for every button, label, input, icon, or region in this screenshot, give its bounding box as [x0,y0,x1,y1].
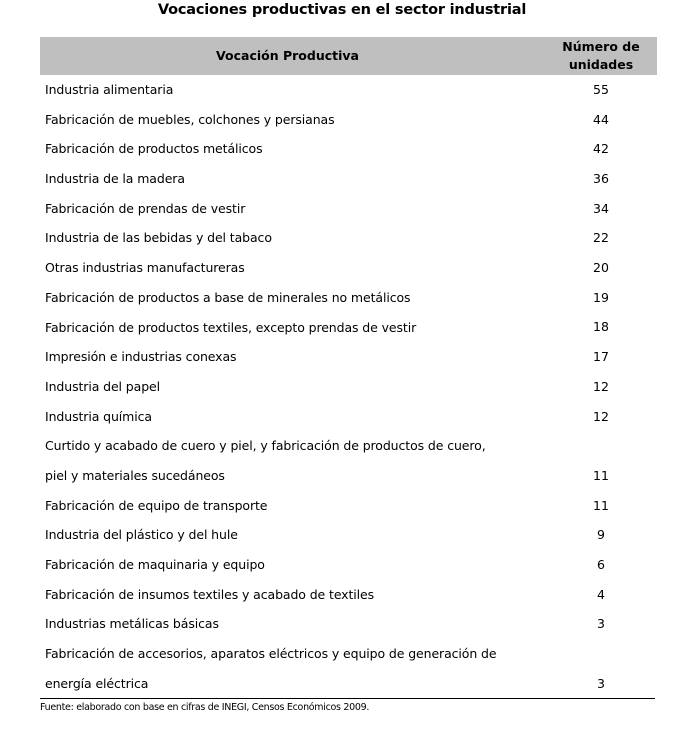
row-label: Industria de la madera [45,171,185,187]
row-value: 55 [593,81,609,97]
table-row [40,609,657,639]
header-vocacion: Vocación Productiva [216,48,359,63]
table-row [40,639,657,698]
table-row [40,520,657,550]
row-value: 3 [597,616,605,632]
row-label-line1: Fabricación de accesorios, aparatos eléctricos y equipo de generación de [45,646,497,662]
row-value: 34 [593,200,609,216]
row-label: Impresión e industrias conexas [45,349,237,365]
table-row [40,164,657,194]
row-label-line2: piel y materiales sucedáneos [45,467,225,483]
row-label-line2: energía eléctrica [45,675,149,691]
row-value: 44 [593,111,609,127]
row-label [45,639,535,698]
row-value: 20 [593,260,609,276]
row-label: Industrias metálicas básicas [45,616,219,632]
row-label: Otras industrias manufactureras [45,260,245,276]
row-value: 11 [593,497,609,513]
table-row [40,75,657,105]
table-row [40,402,657,432]
table-row [40,194,657,224]
row-value: 22 [593,230,609,246]
header-numero-line1: Número de [562,39,640,54]
row-value: 42 [593,141,609,157]
row-label: Fabricación de maquinaria y equipo [45,557,265,573]
table-row [40,253,657,283]
row-value: 4 [597,586,605,602]
row-label: Industria de las bebidas y del tabaco [45,230,272,246]
row-value: 36 [593,171,609,187]
row-label [45,431,535,490]
table-body [40,75,657,698]
row-label: Industria del papel [45,378,160,394]
source-note: Fuente: elaborado con base en cifras de INEGI, Censos Económicos 2009. [40,702,370,713]
table-row [40,550,657,580]
row-label: Fabricación de equipo de transporte [45,497,268,513]
table-row [40,431,657,490]
row-value: 6 [597,557,605,572]
row-value: 11 [593,467,609,483]
table-row [40,580,657,610]
row-value: 18 [593,319,609,335]
table-row [40,491,657,521]
table-header [40,37,657,75]
table-row [40,134,657,164]
row-value: 12 [593,408,609,424]
header-numero-line2: unidades [568,57,634,72]
table-row [40,342,657,372]
table-row [40,372,657,402]
row-label: Fabricación de insumos textiles y acabado de textiles [45,586,375,602]
row-label: Fabricación de productos a base de minerales no metálicos [45,289,411,305]
row-label: Fabricación de productos textiles, excepto prendas de vestir [45,319,417,335]
table-row [40,223,657,253]
bottom-rule [40,698,655,699]
row-value: 19 [593,289,609,305]
row-label: Fabricación de muebles, colchones y persianas [45,111,335,127]
header-numero-unidades [545,37,657,76]
row-label: Industria química [45,408,152,424]
table-row [40,313,657,343]
table-title: Vocaciones productivas en el sector industrial [157,2,527,18]
row-label-line1: Curtido y acabado de cuero y piel, y fabricación de productos de cuero, [45,438,486,454]
table-row [40,105,657,135]
row-value: 3 [597,675,605,691]
row-value: 9 [597,527,605,543]
row-label: Industria alimentaria [45,82,174,97]
row-label: Fabricación de prendas de vestir [45,200,246,216]
row-value: 17 [593,349,609,365]
row-label: Fabricación de productos metálicos [45,141,263,157]
row-value: 12 [593,378,609,394]
row-label: Industria del plástico y del hule [45,527,238,543]
table-row [40,283,657,313]
